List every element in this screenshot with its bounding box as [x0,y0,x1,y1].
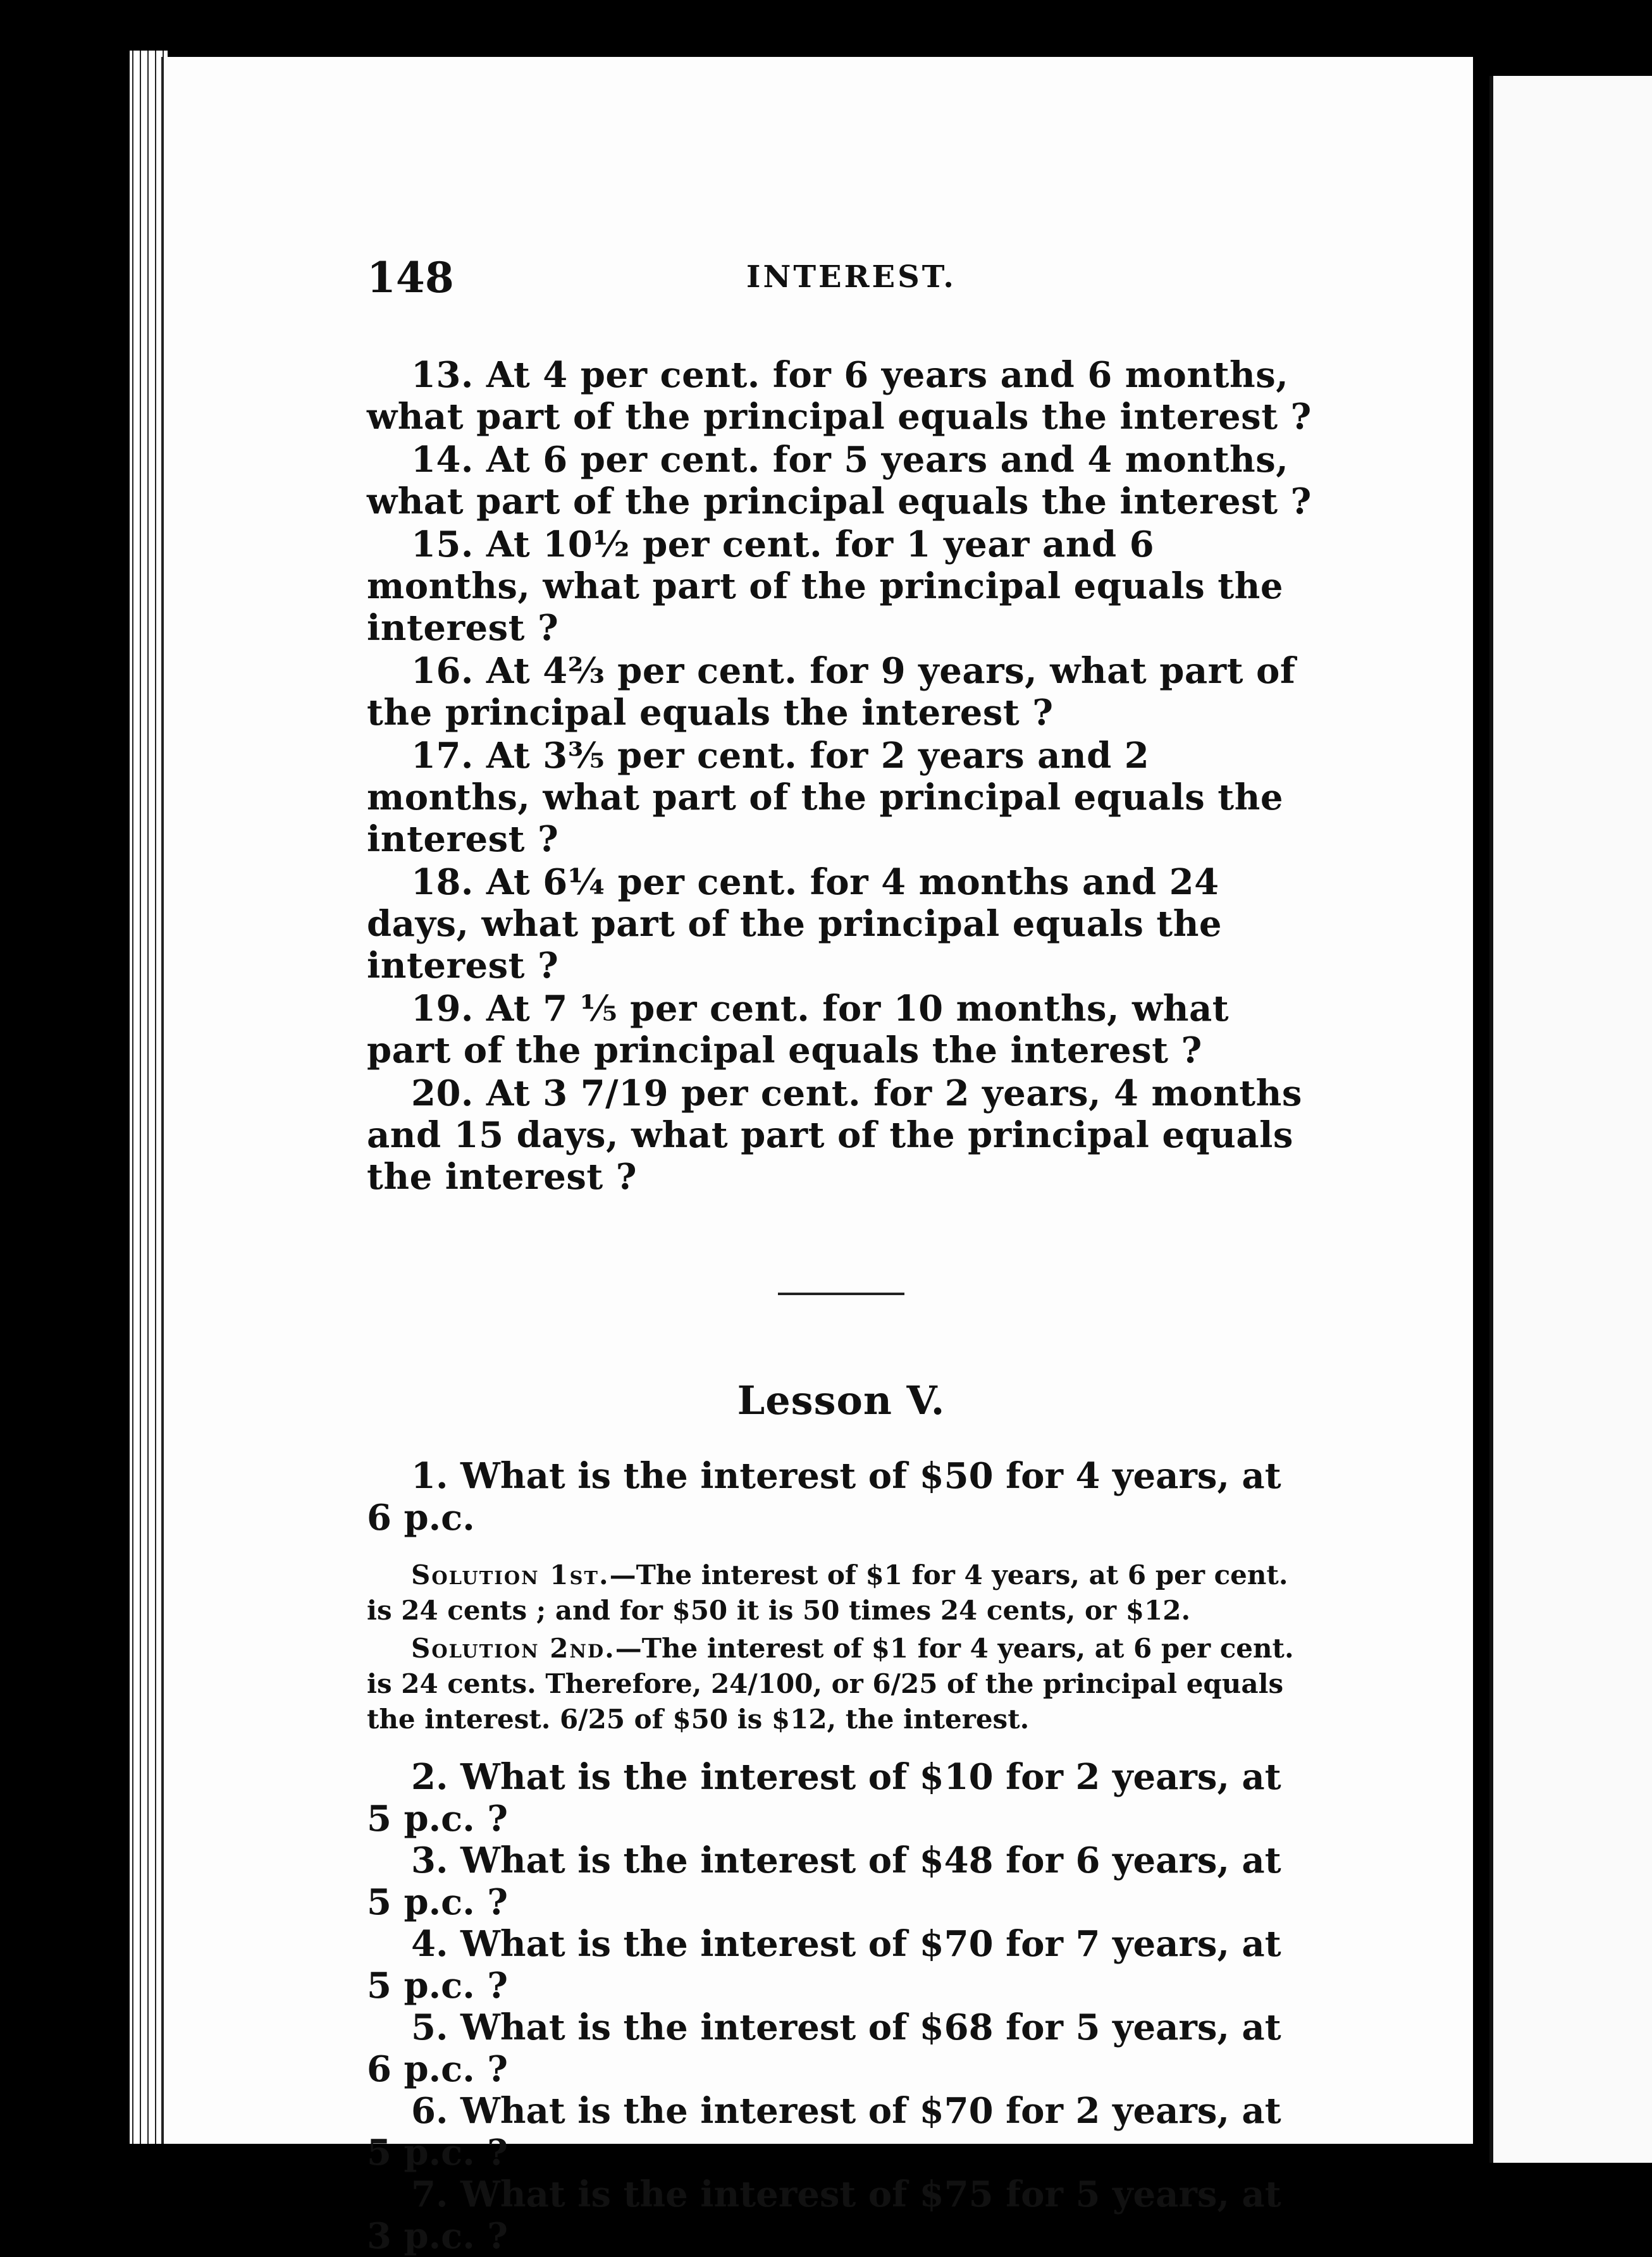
page-body [367,354,1316,2257]
lesson-question-7: 7. What is the interest of $75 for 5 years, at 3 p.c. ? [367,2174,1281,2257]
exercise-15: 15. At 10½ per cent. for 1 year and 6 months, what part of the principal equals the interest ? [367,524,1283,649]
lesson-question-4: 4. What is the interest of $70 for 7 years, at 5 p.c. ? [367,1923,1281,2007]
exercise-14: 14. At 6 per cent. for 5 years and 4 months, what part of the principal equals the interest ? [367,439,1312,522]
solution-2-text: —The interest of $1 for 4 years, at 6 per cent. is 24 cents. Therefore, 24/100, or 6/25 of the principal equals the interest. 6/25 of $50 is $12, the interest. [367,1633,1294,1735]
lesson-question-2: 2. What is the interest of $10 for 2 years, at 5 p.c. ? [367,1756,1281,1840]
lesson-question-6: 6. What is the interest of $70 for 2 years, at 5 p.c. ? [367,2090,1281,2174]
lesson-question-5: 5. What is the interest of $68 for 5 years, at 6 p.c. ? [367,2007,1281,2090]
solution-1-text: —The interest of $1 for 4 years, at 6 per cent. is 24 cents ; and for $50 it is 50 times 24 cents, or $12. [367,1559,1288,1626]
page-header [367,253,1316,304]
lesson-question-1: 1. What is the interest of $50 for 4 years, at 6 p.c. [367,1455,1281,1539]
solution-1-label: Solution 1st. [411,1559,610,1590]
page-number: 148 [367,253,454,302]
exercise-18: 18. At 6¼ per cent. for 4 months and 24 days, what part of the principal equals the interest ? [367,861,1223,987]
adjacent-page-edge [1489,76,1652,2163]
exercise-19: 19. At 7 ⅕ per cent. for 10 months, what part of the principal equals the interest ? [367,988,1230,1071]
lesson-question-3: 3. What is the interest of $48 for 6 years, at 5 p.c. ? [367,1840,1281,1923]
exercise-16: 16. At 4⅔ per cent. for 9 years, what part of the principal equals the interest ? [367,650,1296,734]
exercise-17: 17. At 3⅗ per cent. for 2 years and 2 months, what part of the principal equals the interest ? [367,735,1283,860]
solution-2 [367,1631,1316,1737]
lesson-question-list [367,1756,1316,2257]
lesson-title: Lesson V. [737,1377,946,1424]
section-divider [778,1293,904,1295]
solution-2-label: Solution 2nd. [411,1633,615,1664]
solution-1 [367,1558,1316,1628]
exercise-20: 20. At 3 7/19 per cent. for 2 years, 4 months and 15 days, what part of the principal equals the interest ? [367,1073,1302,1198]
running-head: INTEREST. [746,259,957,295]
exercise-13: 13. At 4 per cent. for 6 years and 6 months, what part of the principal equals the interest ? [367,354,1312,438]
